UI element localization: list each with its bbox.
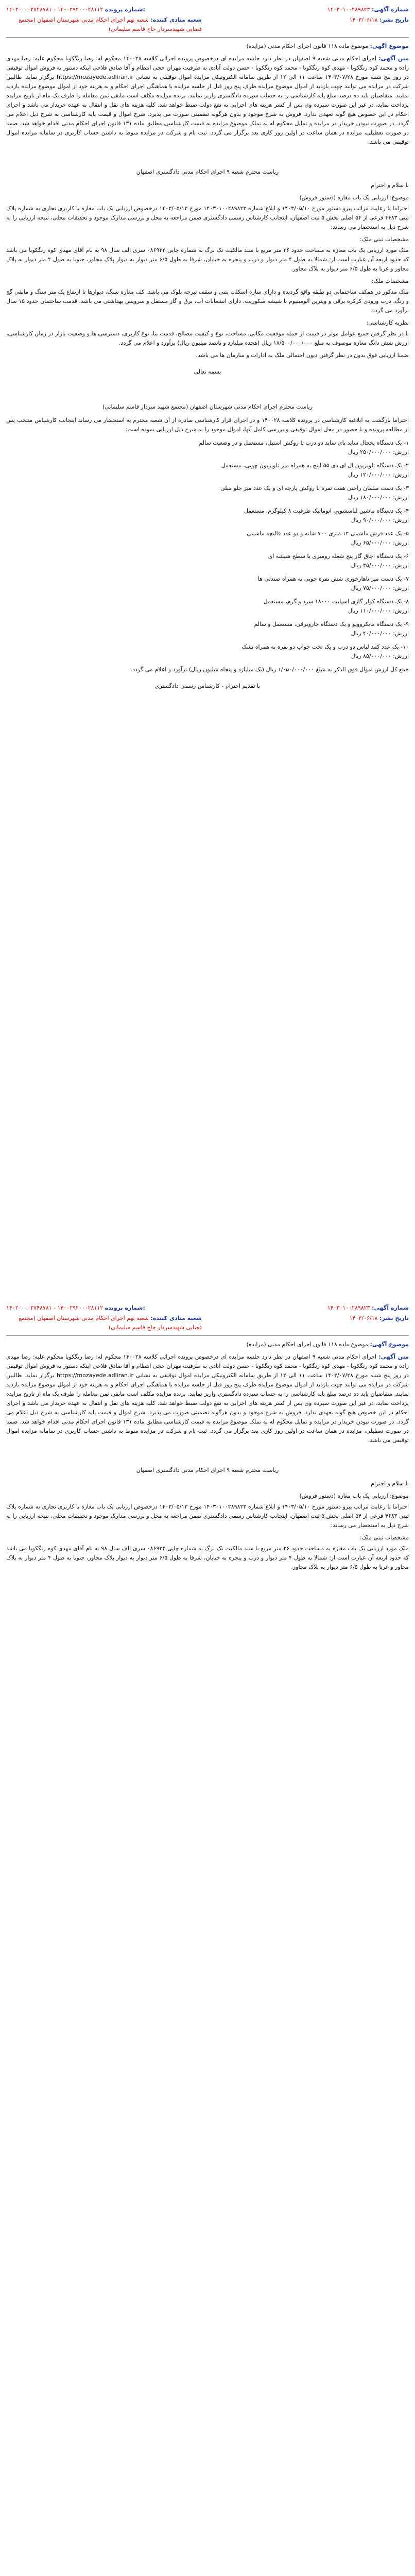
item-text: ۷- یک دست میز ناهارخوری شش نفره چوبی به همراه صندلی ها: [257, 575, 409, 582]
item-price: ارزش: ۴۰/۰۰۰/۰۰۰ ریال: [351, 630, 409, 637]
header-divider: [6, 1335, 409, 1336]
list-item: [6, 506, 409, 525]
list-item: [6, 574, 409, 593]
tracking-value: ۱۴۰۲۰۰۰۰۲۷۴۸۷۸۱ - ۱۴۰۰۲۹۲۰۰۰۲۸۱۱۲: [6, 6, 103, 13]
ad-number-block: [327, 1303, 409, 1313]
item-price: ارزش: ۶۵/۰۰۰/۰۰۰ ریال: [351, 539, 409, 546]
ad-number-value: ۱۴۰۳۰۱۰۰۲۸۹۸۲۳: [327, 6, 370, 13]
item-price: ارزش: ۱۲۰/۰۰۰/۰۰۰ ریال: [348, 471, 409, 478]
tracking-label: شماره پرونده:: [105, 6, 145, 13]
page1-valuation-head: نظریه کارشناسی:: [366, 319, 409, 326]
ad-date-value: ۱۴۰۳/۰۶/۱۸: [349, 16, 378, 23]
page1-specs: ملک مورد ارزیابی یک باب مغازه به مساحت حدود ۲۶ متر مربع با سند مالکیت تک برگ به شماره چاپی ۰۸۶۹۳۲ سری الف سال ۹۸ به نام آقای مهدی کوه رنگکوبا می باشد که حدود اربعه آن عبارت است از: شمالا به طول ۴ متر دیوار و درب و پنجره به خیابان، شرقا به طول ۶/۵ متر دیوار به دیوار پلاک مجاور، جنوبا به طول ۴ متر دیوار به پلاک مجاور و غربا به طول ۶/۵ متر دیوار به پلاک مجاور.: [6, 247, 409, 272]
publisher-value: شعبه نهم اجرای احکام مدنی شهرستان اصفهان (مجتمع قضایی شهیدسردار حاج قاسم سلیمانی): [19, 16, 202, 32]
page2-court-title: ریاست محترم اجرای احکام مدنی شهرستان اصفهان (مجتمع شهید سردار قاسم سلیمانی): [102, 403, 313, 410]
notice-page-1: [0, 0, 415, 1283]
topic-row: [6, 41, 409, 52]
list-item: [6, 438, 409, 457]
page1-note: ضمنا ارزیابی فوق بدون در نظر گرفتن دیون احتمالی ملک به ادارات و سازمان ها می باشد.: [196, 352, 409, 359]
header-divider: [6, 37, 409, 38]
notice-body: [6, 1352, 409, 1445]
item-price: ارزش: ۷۵/۰۰۰/۰۰۰ ریال: [351, 585, 409, 591]
ad-number-label: شماره آگهی:: [372, 6, 409, 13]
list-item: [6, 529, 409, 548]
item-text: ۲- یک دستگاه تلویزیون ال ای دی ۵۵ اینچ به همراه میز تلویزیون چوبی، مستعمل: [221, 462, 409, 469]
page1-greeting: با سلام و احترام: [371, 182, 409, 189]
topic-value: موضوع ماده ۱۱۸ قانون اجرای احکام مدنی (مزایده): [246, 1341, 368, 1348]
ad-date-label: تاریخ نشر:: [379, 16, 409, 23]
page1-specs: ملک مورد ارزیابی یک باب مغازه به مساحت حدود ۲۶ متر مربع با سند مالکیت تک برگ به شماره چاپی ۰۸۶۹۳۲ سری الف سال ۹۸ به نام آقای مهدی کوه رنگکوبا می باشد که حدود اربعه آن عبارت است از: شمالا به طول ۴ متر دیوار و درب و پنجره به خیابان، شرقا به طول ۶/۵ متر دیوار به دیوار پلاک مجاور، جنوبا به طول ۴ متر دیوار به پلاک مجاور و غربا به طول ۶/۵ متر دیوار به پلاک مجاور.: [6, 1545, 409, 1570]
notice-page-2: [0, 1298, 415, 2576]
list-item: [6, 597, 409, 616]
page1-court-title: ریاست محترم شعبه ۹ اجرای احکام مدنی دادگستری اصفهان: [136, 168, 279, 175]
header-row-1: [6, 1303, 409, 1314]
topic-label: موضوع آگهی:: [370, 43, 409, 49]
publisher-label: شعبه منادی کننده:: [150, 16, 202, 23]
ad-date-block: [350, 1314, 409, 1323]
publisher-value: شعبه نهم اجرای احکام مدنی شهرستان اصفهان (مجتمع قضایی شهیدسردار حاج قاسم سلیمانی): [19, 1315, 202, 1331]
page1-subject: موضوع: ارزیابی یک باب مغازه (دستور فروش): [299, 1493, 409, 1499]
item-price: ارزش: ۲۵۰/۰۰۰/۰۰۰ ریال: [348, 449, 409, 455]
page1-specs-head: مشخصات ثبتی ملک:: [360, 236, 409, 243]
page1-features-head: مشخصات ملک:: [371, 278, 409, 284]
ad-number-value: ۱۴۰۳۰۱۰۰۲۸۹۸۲۳: [327, 1304, 370, 1311]
item-text: ۱- یک دستگاه یخچال ساید بای ساید دو درب با روکش استیل، مستعمل و در وضعیت سالم: [199, 439, 409, 446]
list-item: [6, 484, 409, 502]
ad-date-value: ۱۴۰۳/۰۶/۱۸: [349, 1315, 378, 1321]
item-price: ارزش: ۱۱۰/۰۰۰/۰۰۰ ریال: [348, 607, 409, 614]
item-price: ارزش: ۳۵/۰۰۰/۰۰۰ ریال: [351, 562, 409, 569]
item-price: ارزش: ۹۰/۰۰۰/۰۰۰ ریال: [351, 517, 409, 523]
topic-label: موضوع آگهی:: [370, 1341, 409, 1348]
notice-body-label: متن آگهی:: [378, 55, 409, 62]
page1-court-title: ریاست محترم شعبه ۹ اجرای احکام مدنی دادگستری اصفهان: [136, 1467, 279, 1473]
page1-signature: بسمه تعالی: [194, 368, 221, 375]
topic-value: موضوع ماده ۱۱۸ قانون اجرای احکام مدنی (مزایده): [246, 43, 368, 49]
list-item: [6, 461, 409, 480]
tracking-value: ۱۴۰۲۰۰۰۰۲۷۴۸۷۸۱ - ۱۴۰۰۲۹۲۰۰۰۲۸۱۱۲: [6, 1304, 103, 1311]
header-row-2: [6, 1314, 409, 1332]
item-text: ۱۰- یک عدد کمد لباس دو درب و یک تخت خواب دو نفره به همراه تشک: [241, 643, 409, 650]
page1-valuation: با در نظر گرفتن جمیع عوامل موثر در قیمت از جمله موقعیت مکانی، مساحت، نوع و کیفیت مصالح، قدمت بنا، نوع کاربری، دسترسی ها و وضعیت بازار در زمان کارشناسی، ارزش شش دانگ مغازه موصوف به مبلغ ۱۸/۵۰۰/۰۰۰/۰۰۰ ریال (هجده میلیارد و پانصد میلیون ریال) برآورد و اعلام می گردد.: [6, 330, 409, 346]
page2-intro: احتراما بازگشت به ابلاغیه کارشناسی در پرونده کلاسه ۱۴۰۰۲۸ و در اجرای قرار کارشناسی صادره از آن شعبه محترم به استحضار می رساند اینجانب کارشناس منتخب پس از مطالعه پرونده و با حضور در محل اموال توقیفی و بررسی کامل آنها، اموال موجود را به شرح ذیل ارزیابی نموده است:: [6, 417, 409, 433]
list-item: [6, 642, 409, 661]
publisher-label: شعبه منادی کننده:: [150, 1315, 202, 1321]
notice-body-text: اجرای احکام مدنی شعبه ۹ اصفهان در نظر دارد جلسه مزایده ای درخصوص پرونده اجرائی کلاسه ۱۴۰۰۲۸ محکوم له: رضا رنگکوبا محکوم علیه: رضا مهدی زاده و محمد کوه رنگکوبا - مهدی کوه رنگکوبا - محمد کوه رنگکوبا - حسن دولت آبادی به طرفیت مهران حجی انتظام و آقا صادق فلاحی اینکه دستور به فروش اموال توقیفی در روز پنج شنبه مورخ ۱۴۰۳/۰۷/۲۸ ساعت ۱۱ الی ۱۲ از طریق سامانه الکترونیکی مزایده اموال توقیفی به نشانی https://mozayede.adliran.ir برگزار نماید. طالبین شرکت در مزایده می توانند جهت بازدید از اموال موضوع مزایده ظرف پنج روز قبل از جلسه مزایده با هماهنگی اجرای احکام و به هزینه خود از اموال موضوع مزایده بازدید نمایند. متقاضیان باید ده درصد مبلغ پایه کارشناسی را به حساب سپرده دادگستری واریز نمایند. برنده مزایده مکلف است مابقی ثمن معامله را ظرف یک ماه از تاریخ مزایده پرداخت نماید، در غیر این صورت سپرده وی پس از کسر هزینه های اجرایی به نفع دولت ضبط خواهد شد. کلیه هزینه های نقل و انتقال به عهده خریدار می باشد و اجرای احکام در این خصوص هیچ گونه تعهدی ندارد. فروش به شرح موجود و بدون هرگونه تضمینی صورت می پذیرد. شرح اموال و قیمت پایه کارشناسی به شرح ذیل اعلام می گردد. در صورت نبودن خریدار در مزایده و تمایل محکوم له به تملک موضوع مزایده به قیمت کارشناسی مطابق ماده ۱۳۱ قانون اجرای احکام مدنی اقدام خواهد شد. ضمنا در صورت تعطیلی، مزایده در همان ساعت در اولین روز کاری بعد برگزار می گردد. ثبت نام و شرکت در مزایده منوط به داشتن حساب کاربری در سامانه مزایده اموال توقیفی می باشد.: [6, 1353, 409, 1444]
tracking-block: [6, 5, 145, 14]
page1-subject: موضوع: ارزیابی یک باب مغازه (دستور فروش): [299, 194, 409, 201]
item-text: ۸- یک دستگاه کولر گازی اسپلیت ۱۸۰۰۰ سرد و گرم، مستعمل: [263, 598, 409, 605]
page1-intro: احتراما با رعایت مراتب پیرو دستور مورخ ۱۴۰۳/۰۵/۱۰ و ابلاغ شماره ۱۴۰۳۰۱۰۰۲۸۹۸۲۳ مورخ ۱۴۰۳/۰۵/۱۳ درخصوص ارزیابی یک باب مغازه با کاربری تجاری به شماره پلاک ثبتی ۴۶۸۳ فرعی از ۵۴ اصلی بخش ۵ ثبت اصفهان، اینجانب کارشناس رسمی دادگستری ضمن مراجعه به محل و بررسی مدارک موجود و تحقیقات محلی، نتیجه ارزیابی را به شرح ذیل به استحضار می رساند:: [6, 1503, 409, 1529]
ad-number-label: شماره آگهی:: [372, 1304, 409, 1311]
page1-specs-head: مشخصات ثبتی ملک:: [360, 1534, 409, 1541]
page2-signature: با تقدیم احترام - کارشناس رسمی دادگستری: [154, 683, 261, 689]
tracking-block: [6, 1303, 145, 1313]
publisher-block: [6, 15, 202, 34]
notice-body-text: اجرای احکام مدنی شعبه ۹ اصفهان در نظر دارد جلسه مزایده ای درخصوص پرونده اجرائی کلاسه ۱۴۰۰۲۸ محکوم له: رضا رنگکوبا محکوم علیه: رضا مهدی زاده و محمد کوه رنگکوبا - مهدی کوه رنگکوبا - محمد کوه رنگکوبا - حسن دولت آبادی به طرفیت مهران حجی انتظام و آقا صادق فلاحی اینکه دستور به فروش اموال توقیفی در روز پنج شنبه مورخ ۱۴۰۳/۰۷/۲۸ ساعت ۱۱ الی ۱۲ از طریق سامانه الکترونیکی مزایده اموال توقیفی به نشانی https://mozayede.adliran.ir برگزار نماید. طالبین شرکت در مزایده می توانند جهت بازدید از اموال موضوع مزایده ظرف پنج روز قبل از جلسه مزایده با هماهنگی اجرای احکام و به هزینه خود از اموال موضوع مزایده بازدید نمایند. متقاضیان باید ده درصد مبلغ پایه کارشناسی را به حساب سپرده دادگستری واریز نمایند. برنده مزایده مکلف است مابقی ثمن معامله را ظرف یک ماه از تاریخ مزایده پرداخت نماید، در غیر این صورت سپرده وی پس از کسر هزینه های اجرایی به نفع دولت ضبط خواهد شد. کلیه هزینه های نقل و انتقال به عهده خریدار می باشد و اجرای احکام در این خصوص هیچ گونه تعهدی ندارد. فروش به شرح موجود و بدون هرگونه تضمینی صورت می پذیرد. شرح اموال و قیمت پایه کارشناسی به شرح ذیل اعلام می گردد. در صورت نبودن خریدار در مزایده و تمایل محکوم له به تملک موضوع مزایده به قیمت کارشناسی مطابق ماده ۱۳۱ قانون اجرای احکام مدنی اقدام خواهد شد. ضمنا در صورت تعطیلی، مزایده در همان ساعت در اولین روز کاری بعد برگزار می گردد. ثبت نام و شرکت در مزایده منوط به داشتن حساب کاربری در سامانه مزایده اموال توقیفی می باشد.: [6, 55, 409, 145]
ad-number-block: [327, 5, 409, 14]
item-text: ۵- یک عدد فرش ماشینی ۱۲ متری ۷۰۰ شانه و دو عدد قالیچه ماشینی: [247, 530, 409, 537]
items-list: [6, 438, 409, 661]
header-row-2: [6, 15, 409, 34]
publisher-block: [6, 1314, 202, 1332]
ad-date-block: [350, 15, 409, 25]
item-text: ۴- یک دستگاه ماشین لباسشویی اتوماتیک ظرفیت ۸ کیلوگرم، مستعمل: [244, 507, 409, 514]
page1-intro: احتراما با رعایت مراتب پیرو دستور مورخ ۱۴۰۳/۰۵/۱۰ و ابلاغ شماره ۱۴۰۳۰۱۰۰۲۸۹۸۲۳ مورخ ۱۴۰۳/۰۵/۱۳ درخصوص ارزیابی یک باب مغازه با کاربری تجاری به شماره پلاک ثبتی ۴۶۸۳ فرعی از ۵۴ اصلی بخش ۵ ثبت اصفهان، اینجانب کارشناس رسمی دادگستری ضمن مراجعه به محل و بررسی مدارک موجود و تحقیقات محلی، نتیجه ارزیابی را به شرح ذیل به استحضار می رساند:: [6, 205, 409, 230]
item-price: ارزش: ۸۵/۰۰۰/۰۰۰ ریال: [351, 653, 409, 659]
list-item: [6, 552, 409, 570]
page1-greeting: با سلام و احترام: [371, 1480, 409, 1487]
notice-body: [6, 54, 409, 147]
item-price: ارزش: ۱۸۰/۰۰۰/۰۰۰ ریال: [348, 494, 409, 501]
header-row-1: [6, 5, 409, 15]
item-text: ۶- یک دستگاه اجاق گاز پنج شعله رومیزی با سطح شیشه ای: [268, 553, 409, 560]
notice-body-label: متن آگهی:: [378, 1353, 409, 1360]
page1-features: ملک مذکور در همکف ساختمانی دو طبقه واقع گردیده و دارای سازه اسکلت بتنی و سقف تیرچه بلوک می باشد. کف مغازه سنگ، دیوارها تا ارتفاع یک متر سنگ و مابقی گچ و رنگ، درب ورودی کرکره برقی و ویترین آلومینیوم با شیشه سکوریت، دارای انشعابات آب، برق و گاز مستقل و سرویس بهداشتی می باشد. قدمت ساختمان حدود ۱۵ سال برآورد می گردد.: [6, 289, 409, 314]
item-text: ۳- یک دست مبلمان راحتی هفت نفره با روکش پارچه ای و یک عدد میز جلو مبلی: [220, 485, 409, 492]
items-total: جمع کل ارزش اموال فوق الذکر به مبلغ ۱/۰۵۰/۰۰۰/۰۰۰ ریال (یک میلیارد و پنجاه میلیون ریال) برآورد و اعلام می گردد.: [130, 666, 409, 673]
item-text: ۹- یک دستگاه مایکروویو و یک دستگاه جاروبرقی، مستعمل و سالم: [254, 621, 409, 628]
tracking-label: شماره پرونده:: [105, 1304, 145, 1311]
list-item: [6, 620, 409, 638]
ad-date-label: تاریخ نشر:: [379, 1315, 409, 1321]
topic-row: [6, 1339, 409, 1350]
